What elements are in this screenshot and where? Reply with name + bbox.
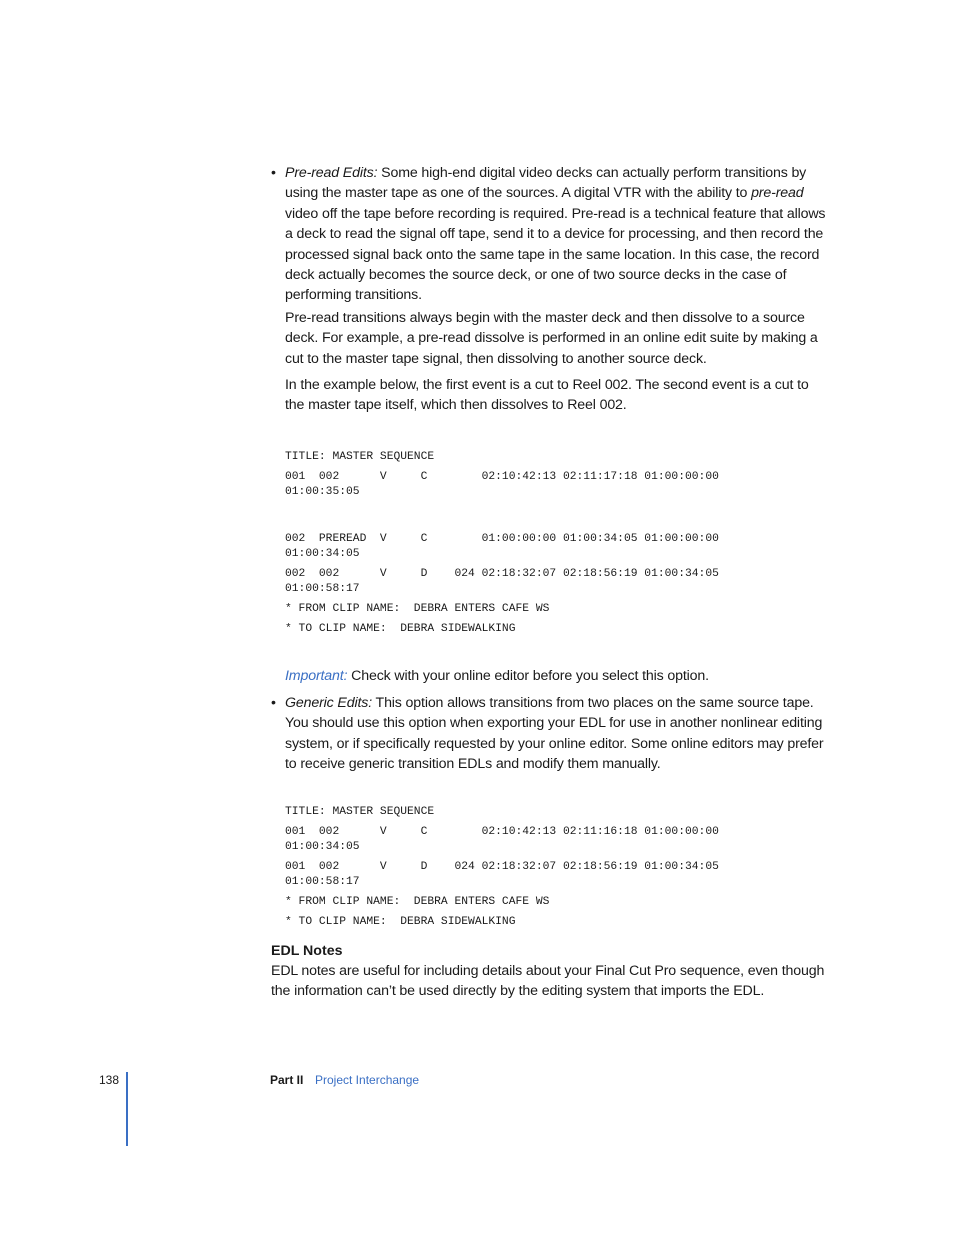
section-heading: EDL Notes	[271, 943, 343, 959]
edl2-line1a: 001 002 V C 02:10:42:13 02:11:16:18 01:00:00:00	[285, 826, 719, 838]
preread-paragraph	[285, 163, 830, 306]
generic-lead: Generic Edits:	[285, 695, 373, 711]
preread-paragraph-2: Pre-read transitions always begin with the master deck and then dissolve to a source deck. For example, a pre-read dissolve is performed in an online edit suite by making a cut to the master tape signal, then dissolving to another source deck.	[285, 310, 818, 367]
edl2-line2b: 01:00:58:17	[285, 876, 360, 888]
footer-part: Part II	[270, 1073, 304, 1087]
generic-text: This option allows transitions from two places on the same source tape. You should use this option when exporting your EDL for use in another nonlinear editing system, or if specifically requested by your online editor. Some online editors may prefer to receive generic transition EDLs and modify them manually.	[285, 695, 824, 773]
edl1-title: TITLE: MASTER SEQUENCE	[285, 451, 435, 463]
important-text: Check with your online editor before you select this option.	[347, 668, 709, 684]
preread-lead: Pre-read Edits:	[285, 165, 378, 181]
page-number: 138	[99, 1073, 120, 1087]
edl1-line3a: 002 002 V D 024 02:18:32:07 02:18:56:19 01:00:34:05	[285, 568, 719, 580]
edl-notes-paragraph: EDL notes are useful for including details about your Final Cut Pro sequence, even though the information can’t be used directly by the editing system that imports the EDL.	[271, 963, 825, 1000]
edl2-from-clip: * FROM CLIP NAME: DEBRA ENTERS CAFE WS	[285, 896, 550, 908]
footer-rule	[126, 1072, 128, 1146]
edl1-line1a: 001 002 V C 02:10:42:13 02:11:17:18 01:00:00:00	[285, 471, 719, 483]
bullet-marker: •	[271, 695, 276, 711]
preread-paragraph-3: In the example below, the first event is a cut to Reel 002. The second event is a cut to the master tape itself, which then dissolves to Reel 002.	[285, 377, 809, 414]
edl2-line1b: 01:00:34:05	[285, 841, 360, 853]
footer-section-link[interactable]: Project Interchange	[315, 1073, 420, 1087]
preread-text2: video off the tape before recording is required. Pre-read is a technical feature that allows a deck to read the signal off tape, send it to a device for processing, and then record the processed signal back onto the same tape in the same location. In this case, the record deck actually becomes the source deck, or one of two source decks in the case of performing transitions.	[285, 205, 826, 304]
preread-text1: Some high-end digital video decks can actually perform transitions by using the master tape as one of the sources. A digital VTR with the ability to	[285, 165, 807, 202]
generic-paragraph	[285, 693, 830, 775]
edl1-line2b: 01:00:34:05	[285, 548, 360, 560]
important-note	[285, 666, 830, 686]
important-label: Important:	[285, 668, 348, 684]
edl1-line1b: 01:00:35:05	[285, 486, 360, 498]
edl2-line2a: 001 002 V D 024 02:18:32:07 02:18:56:19 01:00:34:05	[285, 861, 719, 873]
edl2-title: TITLE: MASTER SEQUENCE	[285, 806, 435, 818]
edl1-line3b: 01:00:58:17	[285, 583, 360, 595]
edl1-line2a: 002 PREREAD V C 01:00:00:00 01:00:34:05 01:00:00:00	[285, 533, 719, 545]
edl1-to-clip: * TO CLIP NAME: DEBRA SIDEWALKING	[285, 623, 516, 635]
bullet-marker: •	[271, 165, 276, 181]
edl1-from-clip: * FROM CLIP NAME: DEBRA ENTERS CAFE WS	[285, 603, 550, 615]
preread-term: pre-read	[751, 185, 804, 202]
edl2-to-clip: * TO CLIP NAME: DEBRA SIDEWALKING	[285, 916, 516, 928]
